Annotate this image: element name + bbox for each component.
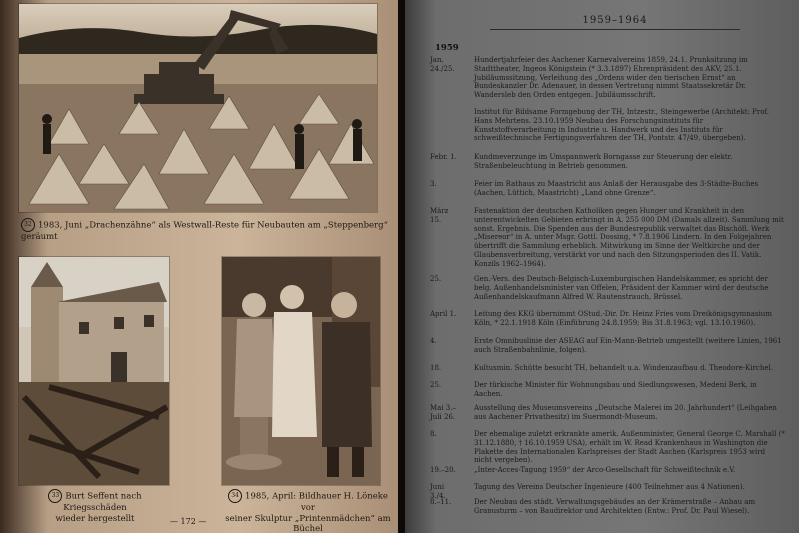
entry-text: Der ehemalige zuletzt erkrankte amerik. Außenminister, General George C. Marshall (* 31.12.1880, † 16.10.1959 USA), erhält im W. Read Krankenhaus in Washington die Plakette des Internationalen Karlspreises der Stadt Aachen (Karlspreis 1953 wird nicht vergeben). [474,430,785,465]
chronicle-entry [430,310,785,328]
entry-text: Der türkische Minister für Wohnungsbau und Siedlungswesen, Medeni Berk, in Aachen. [474,381,757,398]
book-gutter [398,0,405,533]
chronicle-entry [430,430,785,465]
chronicle-entry [430,275,785,301]
caption-34-line2: seiner Skulptur „Printenmädchen“ am Büchel [225,513,391,533]
entry-date: 19.–20. [430,466,456,474]
left-page [0,0,398,533]
entry-text: Ausstellung des Museumsvereins „Deutsche Malerei im 20. Jahrhundert“ (Leihgaben aus Aachener Privatbesitz) im Suermondt-Museum. [474,404,777,421]
entry-text: Erste Omnibuslinie der ASEAG auf Ein-Mann-Betrieb umgestellt (weitere Linien, 1961 auch Straßenbahnlinie, folgen). [474,337,782,354]
entry-text: „Inter-Acces-Tagung 1959“ der Arco-Gesellschaft für Schweißtechnik e.V. [474,466,736,474]
chronicle-entry [430,108,785,143]
entry-text: Fastenaktion der deutschen Katholiken gegen Hunger und Krankheit in den unterentwickelten Gebieten erbringt in A. 255 000 DM (Damals allzeit). Sammlung mit sonst. Ergebnis. Die Spenden aus der Bundesrepublik verwaltet das Bischöfl. Werk „Misereor“ in A. unter Msgr. Gottl. Dossing, * 7.8.1906 Lindern. In den Folgejahren übertrifft die Sammlung erheblich. Mitwirkung im Sinne der Weltkirche und der Glaubensverbreitung, verstärkt vor und nach den Sitzungsperioden des II. Vatik. Konzils 1962–1964). [474,207,784,268]
chronicle-entry [430,56,785,100]
entry-date: April 1. [430,310,457,318]
right-page [405,0,799,533]
entry-date: 4. [430,337,437,345]
photo-restored-building [19,257,169,485]
chronicle-entry [430,180,785,198]
chronicle-entry [430,498,785,516]
year-heading: 1959 [435,43,459,53]
entry-text: Leitung des KKG übernimmt OStud.-Dir. Dr. Heinz Fries vom Dreikönigsgymnasium Köln, * 22.1.1918 Köln (Einführung 24.8.1959; Bis 31.8.1963; vgl. 13.10.1960). [474,310,772,327]
caption-32 [21,218,391,243]
photo-sculptor [222,257,380,485]
chronicle-entry [430,337,785,355]
entry-date: 8.–11. [430,498,452,506]
caption-text-32: 1983, Juni „Drachenzähne“ als Westwall-Reste für Neubauten am „Steppenberg“ geräumt [21,220,388,242]
entry-text: Gen.-Vers. des Deutsch-Belgisch-Luxemburgischen Handelskammer, es spricht der belg. Außenhandelsminister van Offelen, Präsident der Kammer wird der deutsche Außenhandelskaufmann Alfred W. Rautenstrauch, Brüssel. [474,275,769,301]
caption-33-line1: Burt Seffent nach Kriegsschäden [63,491,142,513]
chronicle-entry [430,404,785,422]
entry-date: 8. [430,430,437,438]
running-title: 1959–1964 [490,15,740,30]
entry-date: März 15. [430,207,449,224]
entry-date: Febr. 1. [430,153,457,161]
entry-date: 25. [430,275,442,283]
caption-33-line2: wieder hergestellt [55,513,135,524]
caption-number-33: 33 [48,489,62,503]
entry-date: Juni 3./4. [430,483,446,500]
entry-date: 3. [430,180,437,188]
chronicle-entry [430,483,785,500]
caption-number-34: 34 [228,489,242,503]
chronicle-entry [430,364,785,373]
entry-text: Tagung des Vereins Deutscher Ingenieure (400 Teilnehmer aus 4 Nationen). [474,483,745,491]
chronicle-entry [430,207,785,269]
entry-text: Kultusmin. Schütte besucht TH, behandelt u.a. Windenzaufbau d. Theodore-Kirchel. [474,364,773,372]
caption-34 [223,489,393,533]
entry-date: Mai 3.–Juli 26. [430,404,456,421]
entry-text: Kundmeverzunge im Umspannwerk Borngasse zur Steuerung der elektr. Straßenbeleuchtung in Betrieb genommen. [474,153,733,170]
chronicle-entry [430,381,785,399]
caption-33 [20,489,170,524]
photo-dragon-teeth [19,4,377,212]
caption-34-line1: 1985, April: Bildhauer H. Löneke vor [245,491,388,513]
entry-text: Hundertjahrfeier des Aachener Karnevalvereins 1859, 24.1. Prunksitzung im Stadttheater, Ingeos Königstein (* 3.3.1897) Ehrenpräsident des AKV, 25.1. Jubiläumssitzung, Verleihung des „Ordens wider den tierischen Ernst“ an Bundeskanzler Dr. Adenauer, in dessen Vertretung nimmt Staatssekretär Dr. Wandersleb den Orden entgegen. Jubiläumsschrift. [474,56,748,100]
entry-date: 18. [430,364,442,372]
chronicle-entry [430,466,785,475]
entry-text: Der Neubau des städt. Verwaltungsgebäudes an der Krämerstraße – Anbau am Granusturm – von Baudirektor und Architekten (Entw.: Prof. Dr. Paul Wiesel). [474,498,756,515]
caption-number-32: 32 [21,218,35,232]
page-number: — 172 — [170,517,207,526]
entry-date: 25. [430,381,442,389]
chronicle-entry [430,153,785,171]
entry-text: Institut für Bildsame Formgebung der TH, Intzestr., Steingewerbe (Architekt: Prof. Hans Mehrtens. 23.10.1959 Neubau des Forschungsinstituts für Kunststoffverarbeitung in Industrie u. Handwerk und des Instituts für schweißtechnische Fertigungsverfahren der TH, Pontstr. 47/49, übergeben). [474,108,769,143]
entry-date: Jan. 24./25. [430,56,455,73]
entry-text: Feier im Rathaus zu Maastricht aus Anlaß der Herausgabe des 3-Städte-Buches (Aachen, Lüttich, Maastricht) „Land ohne Grenze“. [474,180,759,197]
